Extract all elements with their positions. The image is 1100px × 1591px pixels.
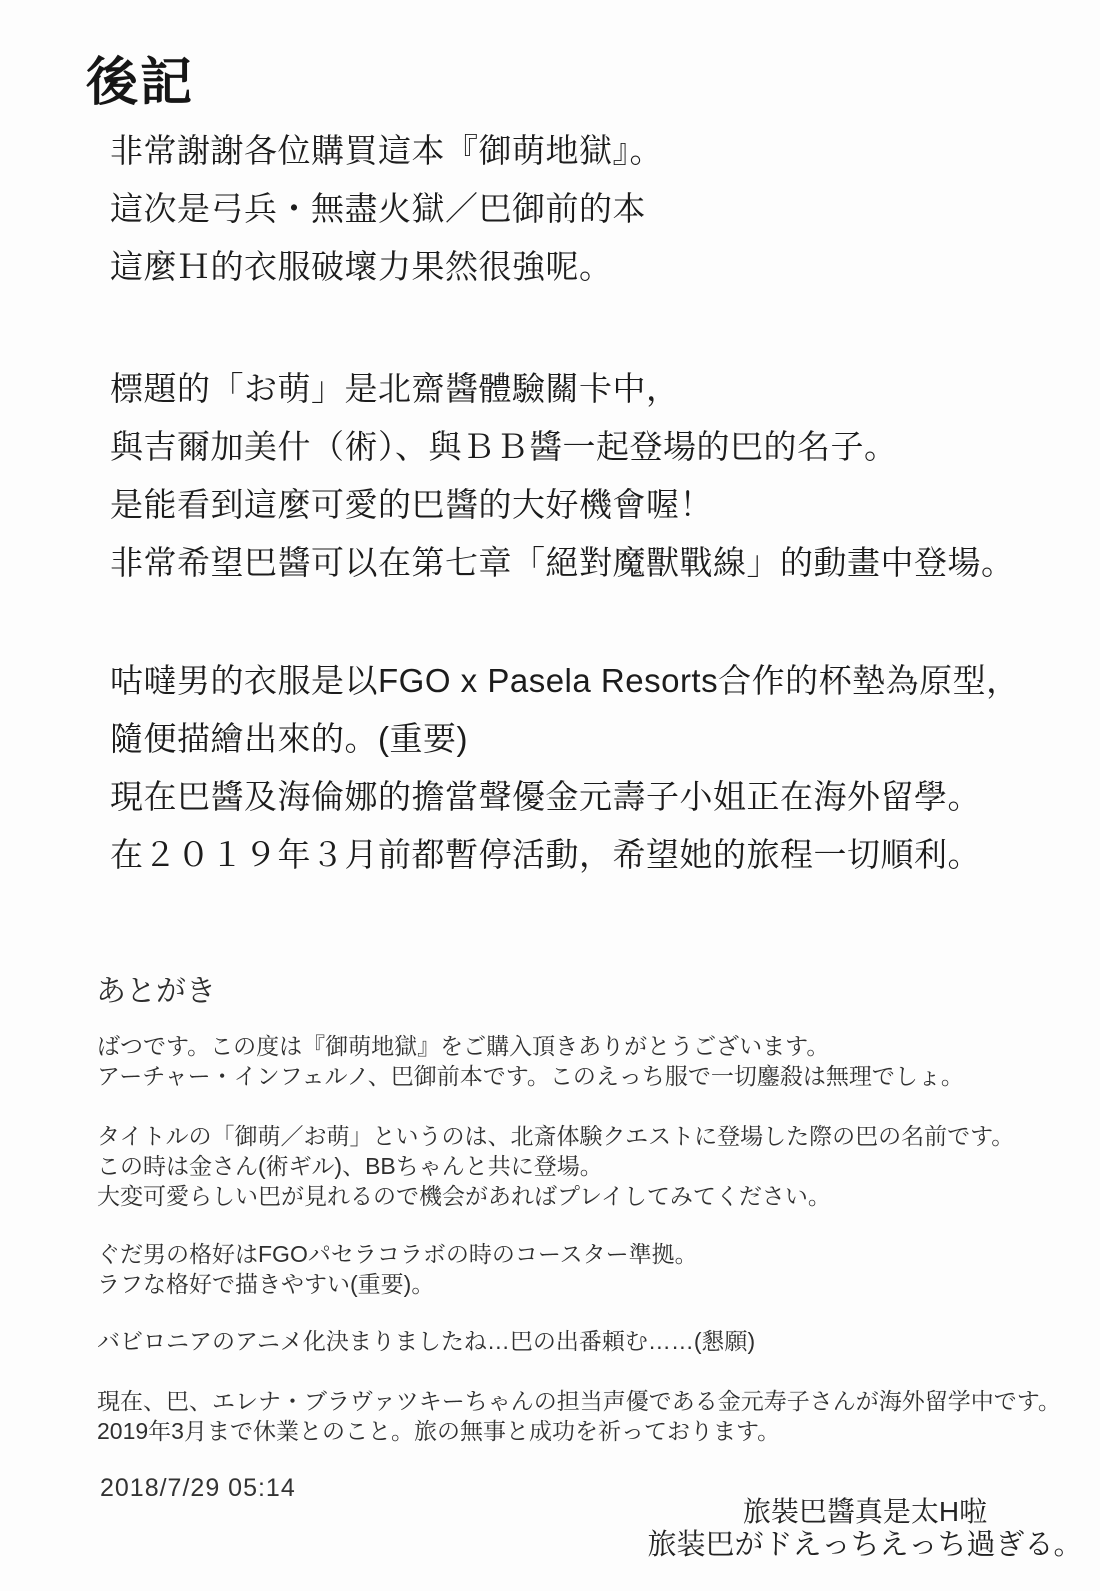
japanese-heading: あとがき <box>96 975 216 1008</box>
text-line: ラフな格好で描きやすい(重要)。 <box>97 1271 435 1297</box>
page-title: 後記 <box>86 54 195 112</box>
chinese-paragraph-thanks <box>110 122 663 296</box>
chinese-paragraph-title-origin <box>110 360 1015 592</box>
text-line: 2019年3月まで休業とのこと。旅の無事と成功を祈っております。 <box>97 1418 781 1444</box>
text-line: ぐだ男の格好はFGOパセラコラボの時のコースター準拠。 <box>97 1241 698 1267</box>
text-line: 是能看到這麼可愛的巴醬的大好機會喔！ <box>110 486 713 523</box>
text-line: アーチャー・インフェルノ、巴御前本です。このえっち服で一切鏖殺は無理でしょ。 <box>97 1063 964 1089</box>
text-line: ばつです。この度は『御萌地獄』をご購入頂きありがとうございます。 <box>97 1033 830 1059</box>
text-line: 非常希望巴醬可以在第七章「絕對魔獸戰線」的動畫中登場。 <box>110 544 1015 581</box>
text-line: この時は金さん(術ギル)、BBちゃんと共に登場。 <box>97 1153 603 1179</box>
text-line: 非常謝謝各位購買這本『御萌地獄』。 <box>110 132 663 169</box>
text-line: タイトルの「御萌／お萌」というのは、北斎体験クエストに登場した際の巴の名前です。 <box>97 1123 1015 1149</box>
japanese-paragraph-voice-actress <box>97 1386 1061 1446</box>
japanese-paragraph-thanks <box>97 1031 964 1091</box>
chinese-paragraph-misc <box>110 652 1020 884</box>
timestamp: 2018/7/29 05:14 <box>100 1474 296 1502</box>
text-line: 與吉爾加美什（術）、與ＢＢ醬一起登場的巴的名子。 <box>110 428 898 465</box>
text-line: 在２０１９年３月前都暫停活動，希望她的旅程一切順利。 <box>110 836 981 873</box>
text-line: 標題的「お萌」是北齋醬體驗關卡中， <box>110 370 680 407</box>
text-line: 這次是弓兵・無盡火獄／巴御前的本 <box>110 190 646 227</box>
text-line: 隨便描繪出來的。(重要) <box>110 720 468 757</box>
closing-note-japanese: 旅装巴がドえっちえっち過ぎる。 <box>647 1529 1083 1561</box>
text-line: バビロニアのアニメ化決まりましたね…巴の出番頼む……(懇願) <box>97 1328 756 1354</box>
text-line: 大変可愛らしい巴が見れるので機会があればプレイしてみてください。 <box>97 1183 831 1209</box>
text-line: 這麼Ｈ的衣服破壞力果然很強呢。 <box>110 248 613 285</box>
text-line: 咕噠男的衣服是以FGO x Pasela Resorts合作的杯墊為原型， <box>110 662 1020 699</box>
japanese-paragraph-anime <box>97 1326 755 1356</box>
text-line: 現在、巴、エレナ・ブラヴァツキーちゃんの担当声優である金元寿子さんが海外留学中です。 <box>97 1388 1061 1414</box>
closing-note <box>640 1496 1090 1562</box>
japanese-paragraph-outfit <box>97 1239 698 1299</box>
text-line: 現在巴醬及海倫娜的擔當聲優金元壽子小姐正在海外留學。 <box>110 778 981 815</box>
closing-note-chinese: 旅裝巴醬真是太H啦 <box>742 1496 988 1527</box>
japanese-paragraph-title-origin <box>97 1121 1014 1211</box>
